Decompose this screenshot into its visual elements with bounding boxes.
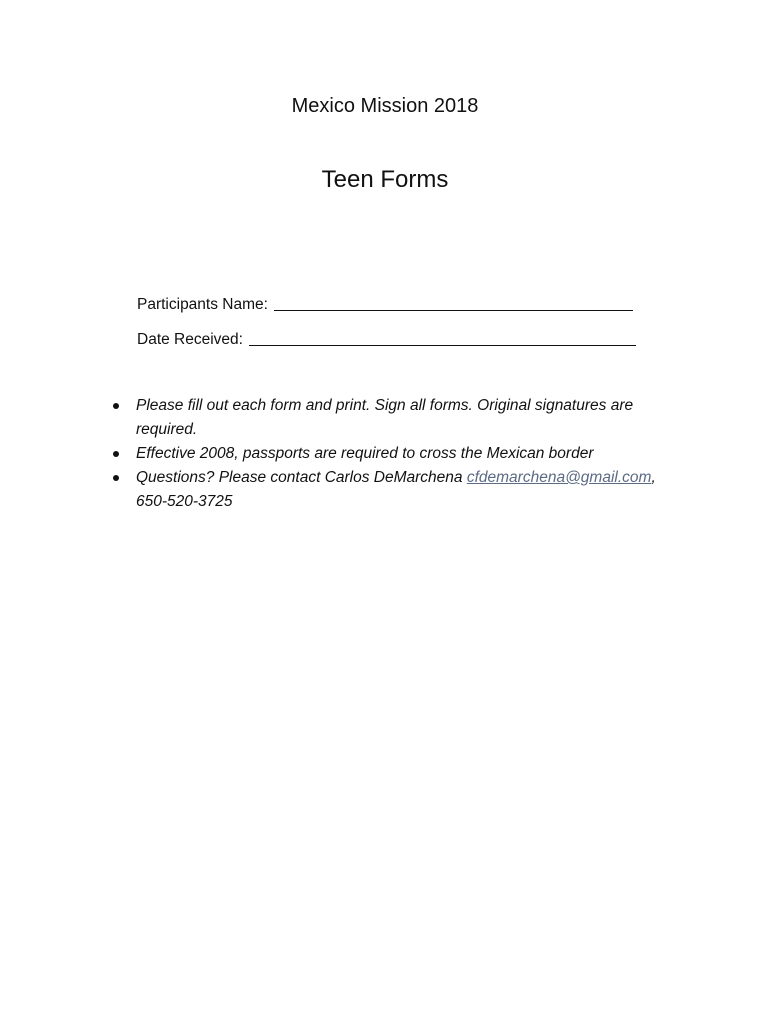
email-link[interactable]: cfdemarchena@gmail.com — [466, 469, 652, 486]
bullet-icon — [113, 451, 119, 457]
phone-text: , 650-520-3725 — [136, 469, 656, 510]
date-received-label: Date Received: — [137, 331, 243, 348]
instructions-list — [113, 394, 673, 514]
document-subtitle: Teen Forms — [321, 166, 449, 193]
list-item — [113, 394, 673, 442]
date-received-blank-line — [249, 331, 636, 346]
instruction-text: Please fill out each form and print. Sign all forms. Original signatures are required. — [136, 397, 634, 438]
list-item — [113, 442, 673, 466]
bullet-icon — [113, 475, 119, 481]
instruction-text: Effective 2008, passports are required to cross the Mexican border — [136, 445, 594, 462]
participant-name-label: Participants Name: — [137, 296, 268, 313]
instruction-text: Questions? Please contact Carlos DeMarchena — [136, 469, 467, 486]
date-received-field — [137, 331, 636, 349]
bullet-icon — [113, 403, 119, 409]
list-item — [113, 466, 673, 514]
document-title: Mexico Mission 2018 — [291, 95, 479, 117]
participant-name-field — [137, 296, 633, 314]
participant-name-blank-line — [274, 296, 633, 311]
